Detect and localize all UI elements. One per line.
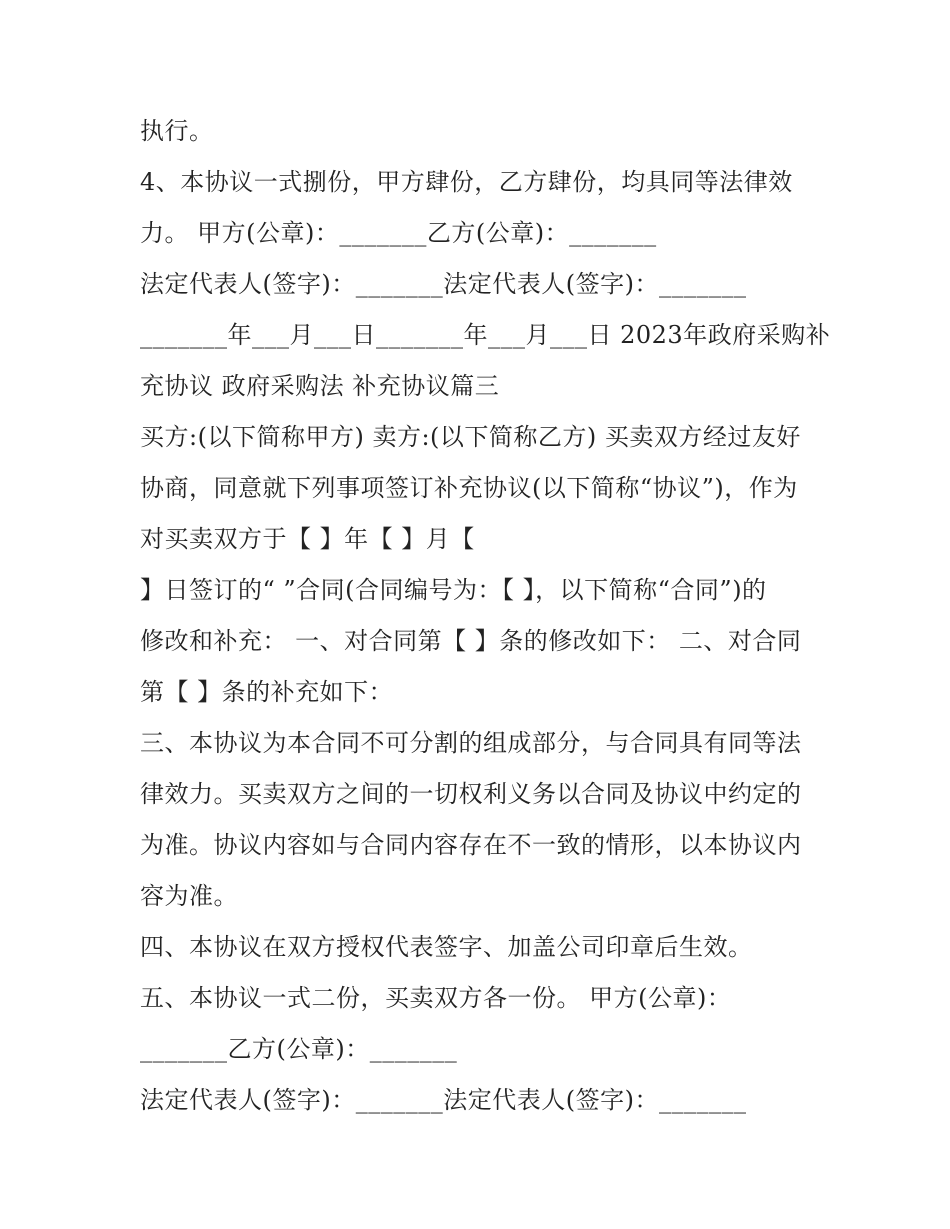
text-line: _______年___月___日_______年___月___日 2023年政府采购补 [140,321,831,349]
text-line: 法定代表人(签字)：_______法定代表人(签字)：_______ [140,270,747,298]
text-line: 五、本协议一式二份，买卖双方各一份。 甲方(公章)： [140,984,732,1012]
text-line: 对买卖双方于【 】年【 】月【 [140,525,475,553]
text-line: 买方:(以下简称甲方) 卖方:(以下简称乙方) 买卖双方经过友好 [140,423,801,451]
text-line: 三、本协议为本合同不可分割的组成部分，与合同具有同等法 [140,729,802,757]
text-line: 4、本协议一式捌份，甲方肆份，乙方肆份，均具同等法律效 [140,168,793,196]
text-line: 四、本协议在双方授权代表签字、加盖公司印章后生效。 [140,933,753,961]
text-line: 第【 】条的补充如下： [140,678,394,706]
section-title-line: 充协议 政府采购法 补充协议篇三 [140,372,500,400]
text-line: 法定代表人(签字)：_______法定代表人(签字)：_______ [140,1086,747,1114]
text-line: 】日签订的“ ”合同(合同编号为：【 】，以下简称“合同”)的 [140,576,767,604]
text-line: 容为准。 [140,882,238,910]
text-line: 修改和补充： 一、对合同第【 】条的修改如下： 二、对合同 [140,627,802,655]
text-line: _______乙方(公章)：_______ [140,1035,458,1063]
text-line: 协商，同意就下列事项签订补充协议(以下简称“协议”)，作为 [140,474,798,502]
text-line: 执行。 [140,117,214,145]
text-line: 律效力。买卖双方之间的一切权利义务以合同及协议中约定的 [140,780,802,808]
text-line: 为准。协议内容如与合同内容存在不一致的情形，以本协议内 [140,831,802,859]
text-line: 力。 甲方(公章)：_______乙方(公章)：_______ [140,219,657,247]
document-body [140,106,830,1126]
